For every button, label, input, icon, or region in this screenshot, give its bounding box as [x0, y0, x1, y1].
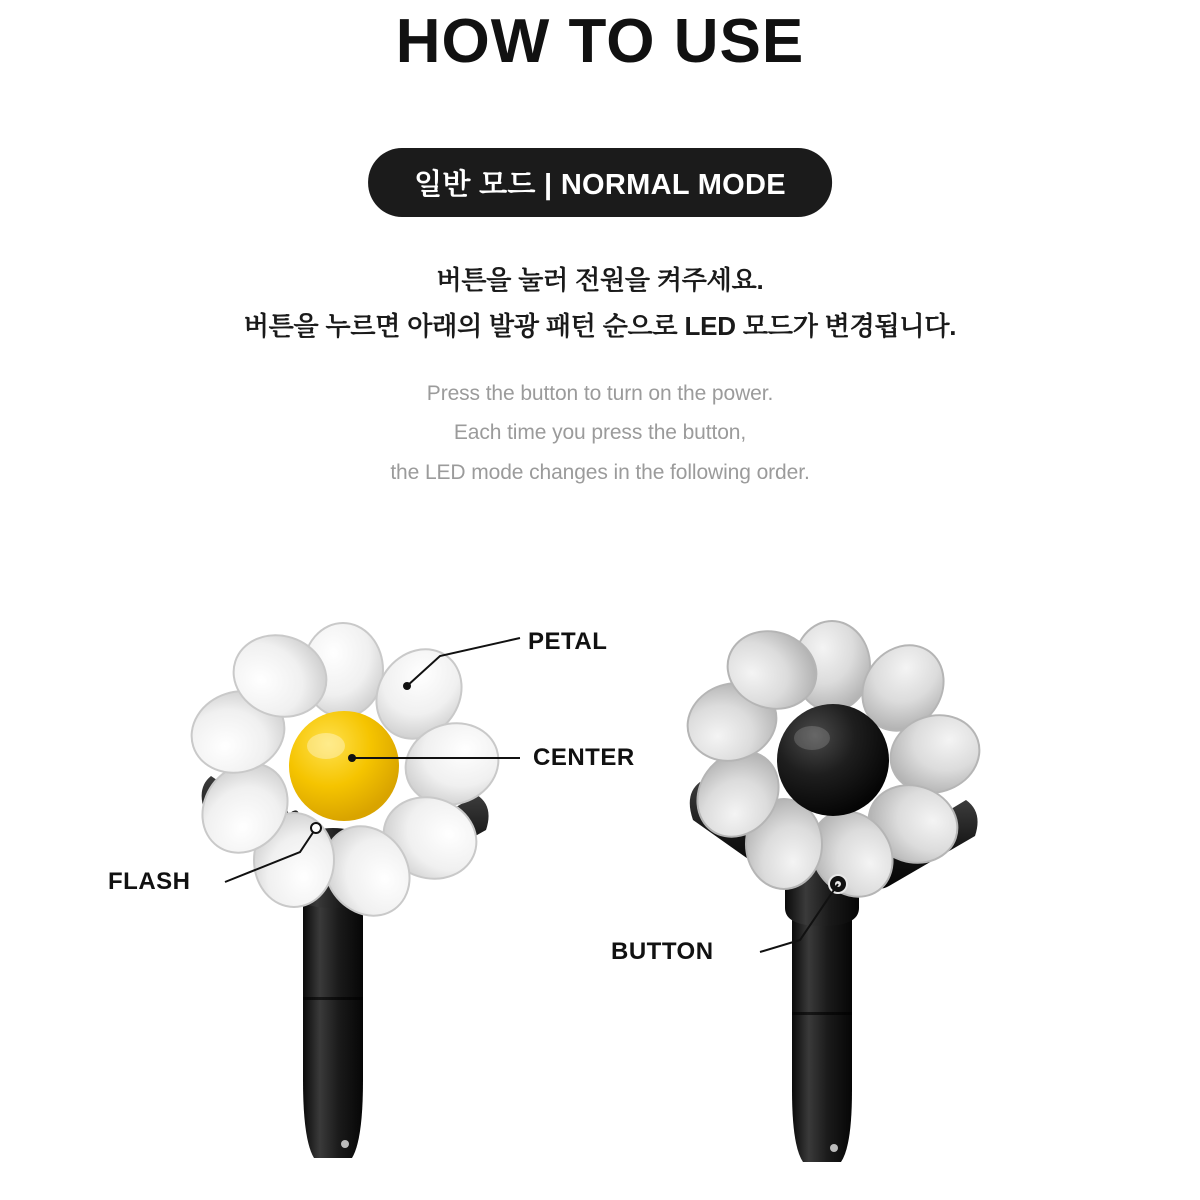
callout-dot-petal [403, 682, 411, 690]
lightstick-diagram [0, 560, 1200, 1200]
callout-label-petal: PETAL [528, 628, 608, 655]
callout-dot-center [348, 754, 356, 762]
english-instructions [0, 374, 1200, 492]
center-dome-yellow [289, 711, 399, 821]
english-line-1: Press the button to turn on the power. [426, 382, 774, 405]
lightstick-front-view [181, 623, 509, 1158]
page-title: HOW TO USE [395, 7, 805, 76]
korean-line-2: 버튼을 누르면 아래의 발광 패턴 순으로 LED 모드가 변경됩니다. [243, 310, 957, 341]
center-dome-black [777, 704, 889, 816]
english-line-3: the LED mode changes in the following order. [390, 460, 810, 484]
korean-line-1: 버튼을 눌러 전원을 켜주세요. [436, 265, 764, 295]
english-line-2: Each time you press the button, [453, 421, 747, 445]
callout-label-center: CENTER [533, 744, 635, 771]
callout-label-button: BUTTON [611, 938, 714, 965]
callout-dot-flash [311, 823, 321, 833]
mode-badge: 일반 모드 | NORMAL MODE [368, 148, 832, 217]
callout-label-flash: FLASH [108, 868, 191, 895]
korean-instructions [0, 258, 1200, 349]
